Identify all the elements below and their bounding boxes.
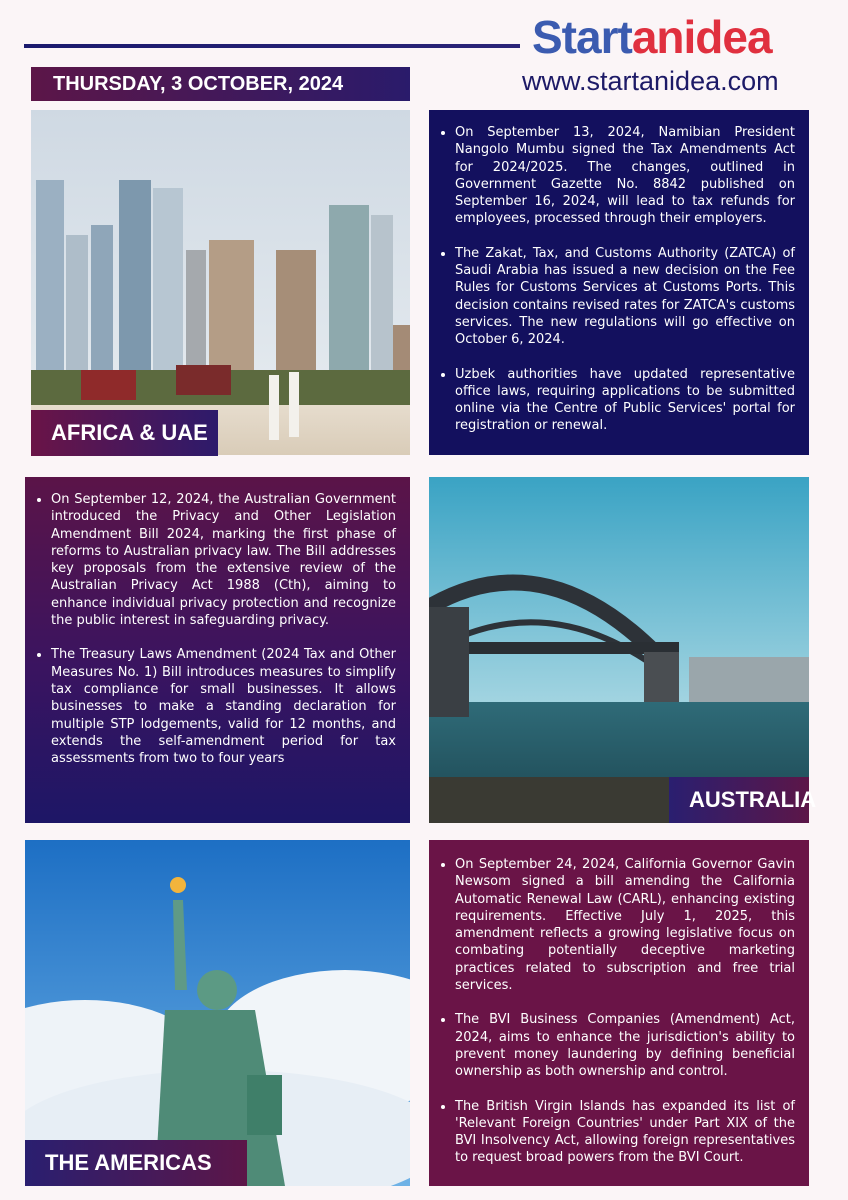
section-label-the-americas: THE AMERICAS [25,1140,247,1186]
americas-news-box [429,840,809,1186]
news-item: • The BVI Business Companies (Amendment) Act, 2024, aims to enhance the jurisdiction's ability to prevent money laundering by defining beneficial ownership as both ownership and control. [455,1011,795,1080]
section-label-africa-uae: AFRICA & UAE [31,410,218,456]
statue-of-liberty-photo [25,840,410,1186]
dubai-skyline-photo [31,110,410,455]
sydney-harbour-bridge-photo [429,477,809,823]
logo-text-anidea: anidea [631,11,772,63]
logo-text-start: Start [532,11,632,63]
australia-news-box [25,477,410,823]
news-item: • The Treasury Laws Amendment (2024 Tax and Other Measures No. 1) Bill introduces measures to simplify tax compliance for small businesses. It allows businesses to make a standing declaration for multiple STP lodgements, valid for 12 months, and extends the self-amendment period for tax assessments from two to four years [51,646,396,767]
header-divider [24,44,520,48]
news-item: • On September 13, 2024, Namibian President Nangolo Mumbu signed the Tax Amendments Act for 2024/2025. The changes, outlined in Government Gazette No. 8842 published on September 16, 2024, will lead to tax refunds for employees, processed through their employers. [455,124,795,228]
australia-news-list [31,491,396,767]
americas-news-list [435,856,795,1167]
news-item: • On September 12, 2024, the Australian Government introduced the Privacy and Other Legislation Amendment Bill 2024, marking the first phase of reforms to Australian privacy law. The Bill addresses key proposals from the extensive review of the Australian Privacy Act 1988 (Cth), aiming to enhance individual privacy protection and recognize the public interest in safeguarding privacy. [51,491,396,629]
news-item: • On September 24, 2024, California Governor Gavin Newsom signed a bill amending the California Automatic Renewal Law (CARL), enhancing existing requirements. Effective July 1, 2025, this amendment reflects a growing legislative focus on combating potentially deceptive marketing practices related to subscription and free trial services. [455,856,795,994]
section-label-australia: AUSTRALIA [669,777,809,823]
news-item: • Uzbek authorities have updated representative office laws, requiring applications to be submitted online via the Centre of Public Services' portal for registration or renewal. [455,366,795,435]
news-item: • The British Virgin Islands has expanded its list of 'Relevant Foreign Countries' under Part XIX of the BVI Insolvency Act, allowing foreign representatives to request broad powers from the BVI Court. [455,1098,795,1167]
startanidea-logo[interactable] [532,10,832,72]
africa-uae-news-box [429,110,809,455]
website-link[interactable]: www.startanidea.com [522,66,779,96]
news-item: • The Zakat, Tax, and Customs Authority (ZATCA) of Saudi Arabia has issued a new decision on the Fee Rules for Customs Services at Customs Ports. This decision contains revised rates for ZATCA's customs services. The new regulations will go effective on October 6, 2024. [455,245,795,349]
date-banner: THURSDAY, 3 OCTOBER, 2024 [31,67,410,101]
africa-uae-news-list [435,124,795,435]
